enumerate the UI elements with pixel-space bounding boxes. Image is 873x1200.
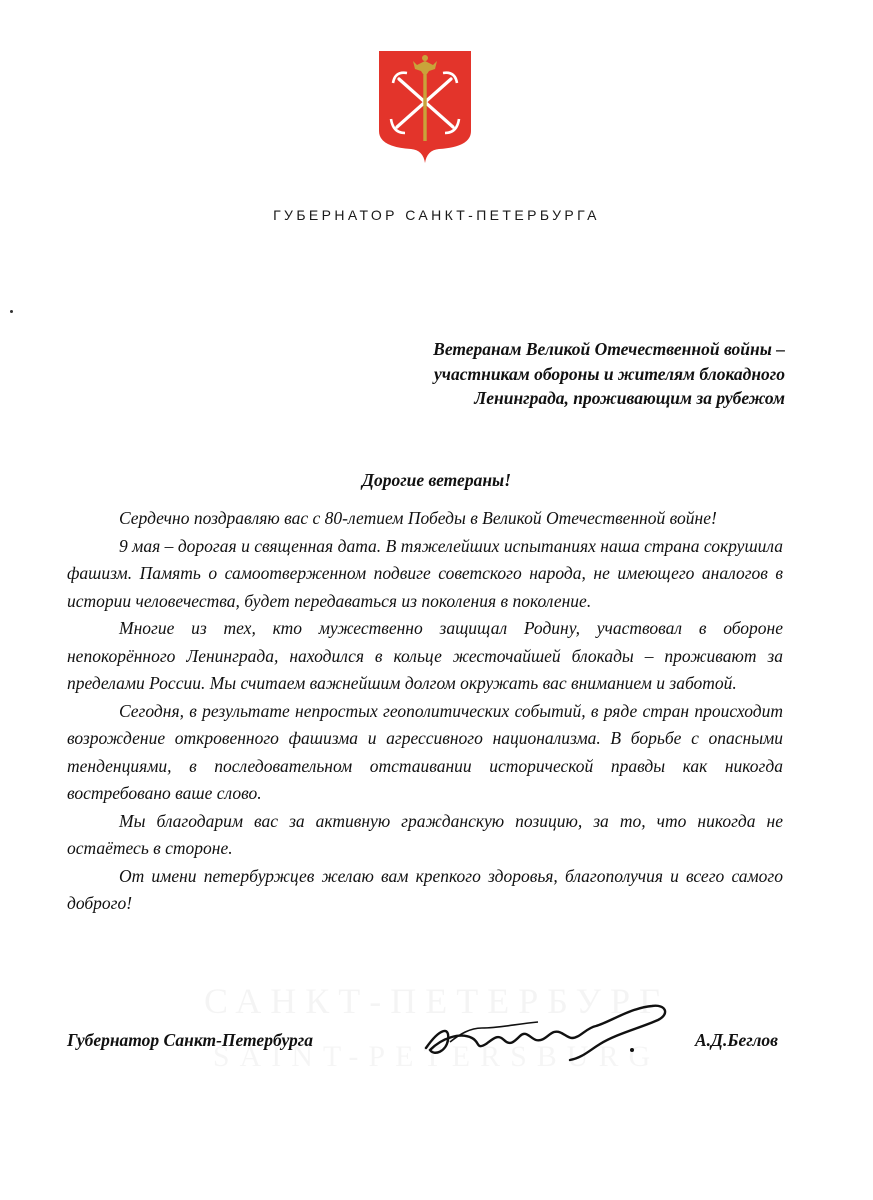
paragraph: Мы благодарим вас за активную гражданскую позицию, за то, что никогда не остаётесь в стороне. <box>67 810 783 858</box>
greeting: Дорогие ветераны! <box>362 470 511 490</box>
paragraph: От имени петербуржцев желаю вам крепкого здоровья, благополучия и всего самого доброго! <box>67 865 783 913</box>
coat-of-arms-icon <box>377 49 473 164</box>
org-title: ГУБЕРНАТОР САНКТ-ПЕТЕРБУРГА <box>273 207 600 223</box>
paragraph: Сердечно поздравляю вас с 80-летием Победы в Великой Отечественной войне! <box>119 508 717 528</box>
signatory-position: Губернатор Санкт-Петербурга <box>67 1030 313 1050</box>
addressee-line: Ветеранам Великой Отечественной войны – <box>433 339 785 359</box>
scan-speck <box>10 310 13 313</box>
paragraph: Многие из тех, кто мужественно защищал Родину, участвовал в обороне непокорённого Ленинграда, находился в кольце жесточайшей блокады – проживают за пределами России. Мы считаем важнейшим долгом окружать вас вниманием и заботой. <box>67 618 783 693</box>
paragraph: 9 мая – дорогая и священная дата. В тяжелейших испытаниях наша страна сокрушила фашизм. Память о самоотверженном подвиге советского народа, не имеющего аналогов в истории человечества, будет передаваться из поколения в поколение. <box>67 535 783 611</box>
letter-body <box>67 505 783 918</box>
addressee-line: участникам обороны и жителям блокадного <box>434 363 785 384</box>
handwritten-signature-icon <box>420 998 680 1068</box>
addressee-line: Ленинграда, проживающим за рубежом <box>474 388 785 408</box>
paragraph: Сегодня, в результате непростых геополитических событий, в ряде стран происходит возрождение откровенного фашизма и агрессивного национализма. В борьбе с опасными тенденциями, в последовательном отстаивании исторической правды как никогда востребовано ваше слово. <box>67 700 783 803</box>
addressee-block <box>355 337 785 411</box>
signatory-name: А.Д.Беглов <box>694 1030 778 1050</box>
